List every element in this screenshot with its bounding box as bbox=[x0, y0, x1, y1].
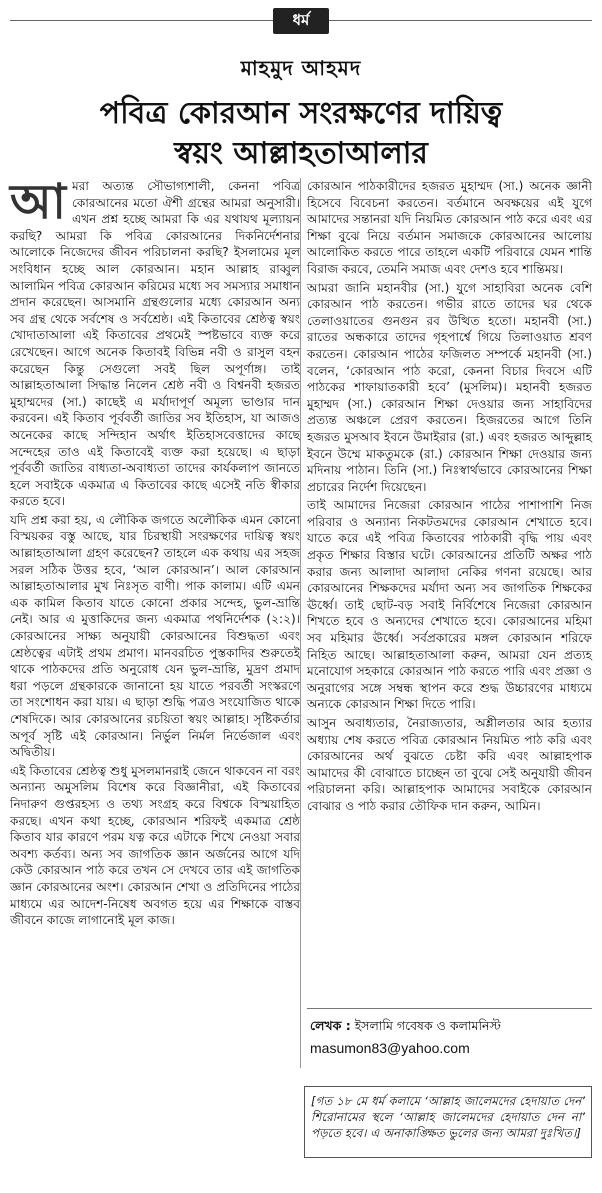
paragraph: এই কিতাবের শ্রেষ্ঠত্ব শুধু মুসলমানরাই জেনে থাকবেন না বরং অন্যান্য অমুসলিম বিশেষ করে বিজ্ঞানীরা, এই কিতাবের নিদারুণ গুপ্তরহস্য ও তথ্য সংগ্রহ করে বিশ্বকে বিস্ময়াহিত করছে। এখন কথা হচ্ছে, কোরআন শরিফই একমাত্র শ্রেষ্ঠ কিতাব যার কারণে পরম যত্ন করে এটাকে শিখে নেওয়া সবার অবশ্য কর্তব্য। অন্য সব জাগতিক জ্ঞান অর্জনের আগে যদি কেউ কোরআন পাঠ করে তখন সে দেখবে তার এই জাগতিক জ্ঞান কোরআনের অংশ। কোরআন শেখা ও প্রতিদিনের পাঠের মাধ্যমে এর আদেশ-নিষেধ অবগত হয়ে এর শিক্ষাকে বাস্তব জীবনে কাজে লাগানোই মূল কাজ। bbox=[10, 763, 300, 928]
author-email: masumon83@yahoo.com bbox=[310, 1040, 470, 1056]
right-column bbox=[307, 178, 592, 817]
author-note-text: ইসলামি গবেষক ও কলামনিস্ট bbox=[354, 1018, 501, 1033]
author-note bbox=[310, 1018, 501, 1038]
drop-cap: আ bbox=[10, 174, 66, 230]
paragraph-text: মরা অত্যন্ত সৌভাগ্যশালী, কেননা পবিত্র কোরআনের মতো ঐশী গ্রন্থের আমরা অনুসারী। এখন প্রশ্ন হচ্ছে আমরা কি এর যথাযথ মূল্যায়ন করছি? আমরা কি পবিত্র কোরআনের দিকনির্দেশনার আলোকে নিজেদের জীবন পরিচালনা করছি? ইসলামের মূল সংবিধান হচ্ছে আল কোরআন। মহান আল্লাহ রাব্বুল আলামিন পবিত্র কোরআন করিমের মধ্যে সব সমস্যার সমাধান প্রদান করেছেন। আসমানি গ্রন্থগুলোর মধ্যে কোরআন অন্য সব গ্রন্থ থেকে সর্বশেষ ও সর্বশ্রেষ্ঠ। এই কিতাবের শ্রেষ্ঠত্ব স্বয়ং খোদাতাআলা এই কিতাবের প্রথমেই স্পষ্টভাবে ব্যক্ত করে রেখেছেন। আগে অনেক কিতাবই বিভিন্ন নবী ও রাসুল বহন করেছেন কিন্তু সেগুলো সবই ছিল অপূর্ণাঙ্গ। তাই আল্লাহতাআলা সিদ্ধান্ত নিলেন শ্রেষ্ঠ নবী ও বিশ্বনবী হজরত মুহাম্মদের (সা.) কাছেই এ মর্যাদাপূর্ণ অমূল্য ভাণ্ডার দান করবেন। এই কিতাব পূর্ববর্তী জাতির সব ইতিহাস, যা আজও অনেকের কাছে সন্দিহান অর্থাৎ ইতিহাসবেত্তাদের কাছে সন্দেহের তাও এই কিতাবেই ব্যক্ত করা হয়েছে। এ ছাড়া পূর্ববর্তী জাতির বাধ্যতা-অবাধ্যতা তাদের কার্যকলাপ জানতে হলে সবাইকে একমাত্র এ কিতাবের কাছে এসেই নতি স্বীকার করতে হবে। bbox=[10, 179, 300, 509]
section-label: ধর্ম bbox=[273, 8, 329, 34]
paragraph: যদি প্রশ্ন করা হয়, এ লৌকিক জগতে অলৌকিক এমন কোনো বিস্ময়কর বস্তু আছে, যার চিরস্থায়ী সংরক্ষণের দায়িত্ব স্বয়ং আল্লাহতাআলা গ্রহণ করেছেন? তাহলে এক কথায় এর সহজ সরল সঠিক উত্তর হবে, ‘আল কোরআন’। আল কোরআন আল্লাহতাআলার মুখ নিঃসৃত বাণী। পাক কালাম। এটি এমন এক কামিল কিতাব যাতে কোনো প্রকার সন্দেহ, ভুল-ভ্রান্তি নেই। আর এ মুত্তাকিদের জন্য একমাত্র পথনির্দেশক (২:২)। কোরআনের সাক্ষ্য অনুযায়ী কোরআনের বিশুদ্ধতা এবং শ্রেষ্ঠত্বের এটাই প্রথম প্রমাণ। মানবরচিত পুস্তকাদির শুরুতেই থাকে পাঠকদের প্রতি অনুরোধ যেন ভুল-ভ্রান্তি, মুদ্রণ প্রমাদ ধরা পড়লে গ্রন্থকারকে জানানো হয় যাতে পরবর্তী সংস্করণে তা সংশোধন করা যায়। এ ছাড়া শুদ্ধি পত্রও সংযোজিত থাকে শেষদিকে। আর কোরআনের রচয়িতা স্বয়ং আল্লাহ। সৃষ্টিকর্তার অপূর্ব সৃষ্টি এই কোরআন। নির্ভুল নির্মল নির্ভেজাল এবং অদ্বিতীয়। bbox=[10, 512, 300, 760]
headline-line-1: পবিত্র কোরআন সংরক্ষণের দায়িত্ব bbox=[99, 96, 503, 131]
correction-notice: [গত ১৮ মে ধর্ম কলামে ‘আল্লাহ জালেমদের হেদায়াত দেন’ শিরোনামের স্থলে ‘আল্লাহ জালেমদের হেদায়াত দেন না’ পড়তে হবে। এ অনাকাঙ্ক্ষিত ভুলের জন্য আমরা দুঃখিত।] bbox=[304, 1086, 592, 1158]
paragraph: আমরা জানি মহানবীর (সা.) যুগে সাহাবিরা অনেক বেশি কোরআন পাঠ করতেন। গভীর রাতে তাদের ঘর থেকে তেলাওয়াতের গুনগুন রব উত্থিত হতো। মহানবী (সা.) রাতের অন্ধকারে তাদের গৃহপার্শ্বে গিয়ে তিলাওয়াত শ্রবণ করতেন। কোরআন পাঠের ফজিলত সম্পর্কে মহানবী (সা.) বলেন, ‘কোরআন পাঠ করো, কেননা বিচার দিবসে এটি পাঠকের শাফায়াতকারী হবে’ (মুসলিম)। মহানবী হজরত মুহাম্মদ (সা.) কোরআন শিক্ষা দেওয়ার জন্য সাহাবিদের প্রত্যন্ত অঞ্চলে প্রেরণ করতেন। হিজরতের আগে তিনি হজরত মুসআব ইবনে উমাইরার (রা.) এবং হজরত আব্দুল্লাহ ইবনে উম্মে মাকতুমকে (রা.) কোরআন শিক্ষা দেওয়ার জন্য মদিনায় পাঠান। তিনি (সা.) নিঃস্বার্থভাবে কোরআনের শিক্ষা প্রচারের নির্দেশ দিয়েছেন। bbox=[307, 280, 592, 494]
paragraph bbox=[10, 174, 300, 510]
paragraph: তাই আমাদের নিজেরা কোরআন পাঠের পাশাপাশি নিজ পরিবার ও অন্যান্য নিকটতমদের কোরআন শেখাতে হবে। যাতে করে এই পবিত্র কিতাবের পাঠকারী বৃদ্ধি পায় এবং প্রকৃত শিক্ষার বিস্তার ঘটে। কোরআনের প্রতিটি অক্ষর পাঠ করার জন্য আলাদা আলাদা নেকির গণনা রয়েছে। আর কোরআনের শিক্ষকদের মর্যাদা অন্য সব জাগতিক শিক্ষকের ঊর্ধ্বে। তাই ছোট-বড় সবাই নির্বিশেষে নিজেরা কোরআন শিখতে হবে ও অন্যদের শেখাতে হবে। কোরআনের মহিমা সব মহিমার ঊর্ধ্বে। সর্বপ্রকারের মঙ্গল কোরআন শরিফে নিহিত আছে। আল্লাহতাআলা করুন, আমরা যেন প্রত্যহ মনোযোগ সহকারে কোরআন পাঠ করতে পারি এবং প্রজ্ঞা ও অনুরাগের সঙ্গে সম্বন্ধ স্থাপন করে শুদ্ধ উচ্চারণের মাধ্যমে অন্যকে কোরআন শিক্ষা দিতে পারি। bbox=[307, 498, 592, 712]
paragraph: আসুন অবাধ্যতার, নৈরাজ্যতার, অশ্লীলতার আর হত্যার অধ্যায় শেষ করতে পবিত্র কোরআন নিয়মিত পাঠ করি এবং কোরআনের অর্থ বুঝতে চেষ্টা করি এবং আল্লাহপাক আমাদের কী বোঝাতে চাচ্ছেন তা বুঝে সেই অনুযায়ী জীবন পরিচালনা করি। আল্লাহপাক আমাদের সবাইকে কোরআন বোঝার ও পাঠ করার তৌফিক দান করুন, আমিন। bbox=[307, 716, 592, 813]
article-headline bbox=[0, 94, 602, 174]
author-note-label: লেখক : bbox=[310, 1018, 351, 1033]
paragraph: কোরআন পাঠকারীদের হজরত মুহাম্মদ (সা.) অনেক জ্ঞানী হিসেবে বিবেচনা করতেন। বর্তমানে অবক্ষয়ের এই যুগে আমাদের সন্তানরা যদি নিয়মিত কোরআন পাঠ করে এবং এর শিক্ষা বুঝে নিয়ে বর্তমান সমাজকে কোরআনের আলোয় আলোকিত করতে পারে তাহলে একটি পরিবারে যেমন শান্তি বিরাজ করবে, তেমনি সমাজ এবং দেশও হবে শান্তিময়। bbox=[307, 179, 592, 276]
author-byline: মাহমুদ আহমদ bbox=[240, 56, 362, 80]
left-column bbox=[10, 174, 300, 931]
author-note-rule bbox=[307, 1008, 592, 1009]
headline-line-2: স্বয়ং আল্লাহতাআলার bbox=[174, 136, 428, 171]
column-divider bbox=[300, 178, 301, 1068]
